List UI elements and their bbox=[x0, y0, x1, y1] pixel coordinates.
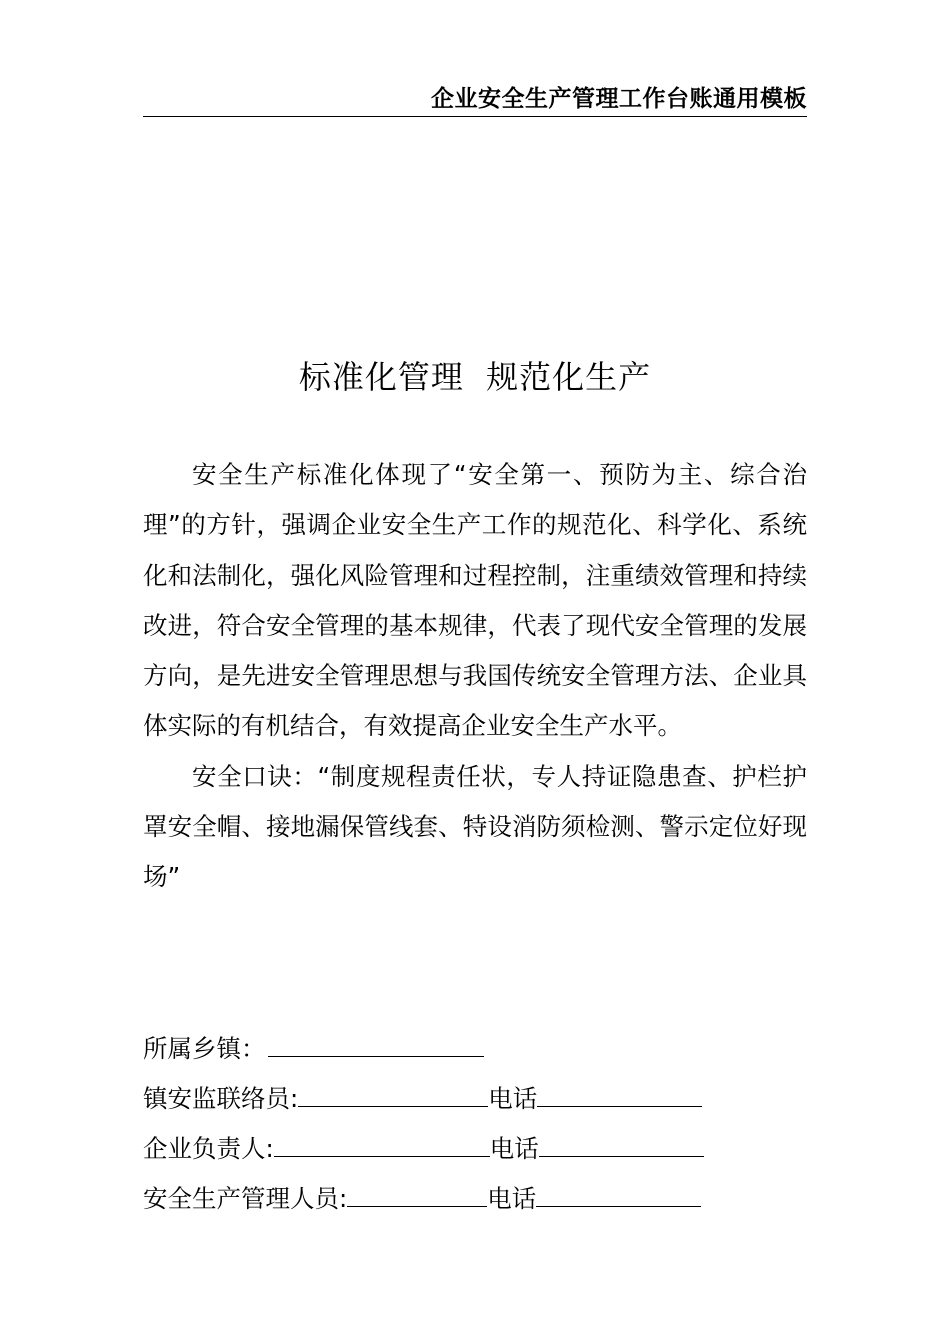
liaison-phone-label: 电话 bbox=[488, 1084, 538, 1113]
safety-staff-phone-field[interactable] bbox=[536, 1186, 701, 1207]
safety-staff-label: 安全生产管理人员: bbox=[143, 1184, 348, 1213]
town-row bbox=[143, 1024, 807, 1074]
safety-staff-field[interactable] bbox=[347, 1186, 487, 1207]
safety-staff-phone-label: 电话 bbox=[487, 1184, 537, 1213]
paragraph-safety-slogan: 安全口诀：“制度规程责任状，专人持证隐患查、护栏护罩安全帽、接地漏保管线套、特设消防须检测、警示定位好现场” bbox=[143, 761, 807, 892]
page-title: 标准化管理 规范化生产 bbox=[298, 358, 652, 396]
town-label: 所属乡镇： bbox=[143, 1034, 266, 1063]
header-title: 企业安全生产管理工作台账通用模板 bbox=[431, 86, 807, 112]
head-label: 企业负责人: bbox=[143, 1134, 274, 1163]
liaison-row bbox=[143, 1074, 807, 1124]
paragraph-standardization: 安全生产标准化体现了“安全第一、预防为主、综合治理”的方针，强调企业安全生产工作的规范化、科学化、系统化和法制化，强化风险管理和过程控制，注重绩效管理和持续改进，符合安全管理的基本规律，代表了现代安全管理的发展方向，是先进安全管理思想与我国传统安全管理方法、企业具体实际的有机结合，有效提高企业安全生产水平。 bbox=[143, 460, 807, 741]
head-phone-field[interactable] bbox=[539, 1136, 704, 1157]
liaison-phone-field[interactable] bbox=[537, 1086, 702, 1107]
body-text bbox=[143, 450, 807, 903]
liaison-field[interactable] bbox=[298, 1086, 488, 1107]
page-header bbox=[143, 78, 807, 117]
safety-staff-row bbox=[143, 1174, 807, 1224]
contact-form bbox=[143, 1024, 807, 1224]
liaison-label: 镇安监联络员: bbox=[143, 1084, 299, 1113]
town-field[interactable] bbox=[268, 1036, 484, 1057]
head-row bbox=[143, 1124, 807, 1174]
head-phone-label: 电话 bbox=[489, 1134, 539, 1163]
head-field[interactable] bbox=[274, 1136, 490, 1157]
